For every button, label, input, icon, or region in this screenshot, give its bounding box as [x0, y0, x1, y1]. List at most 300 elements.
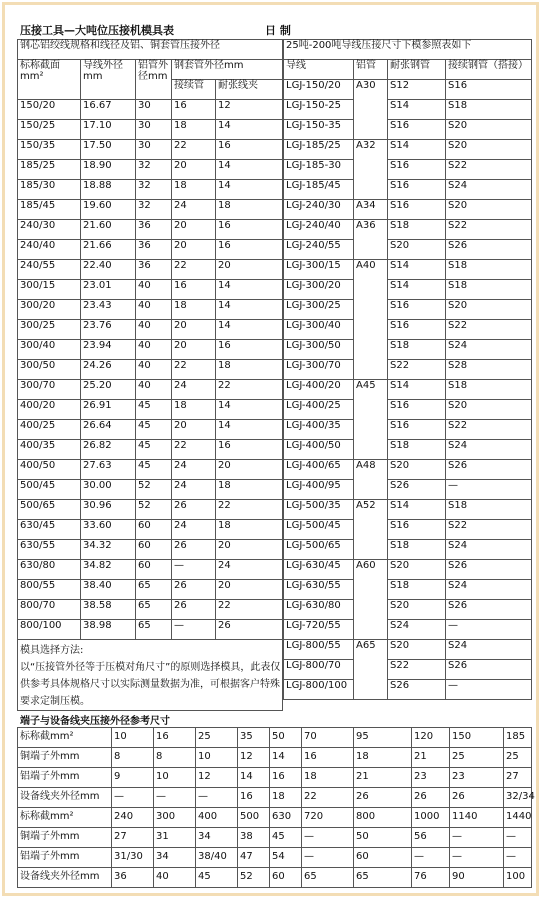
table-row	[18, 560, 283, 580]
wire-cell: LGJ-150-35	[284, 120, 354, 140]
table-row	[18, 540, 283, 560]
size-cell: 14	[270, 748, 302, 768]
size-cell: 22	[302, 788, 354, 808]
col-header-wire: 导线	[284, 60, 354, 80]
size-cell: —	[196, 788, 238, 808]
table-row	[18, 848, 532, 868]
terminal-size-table	[17, 727, 535, 888]
spec-cell: 24	[172, 200, 216, 220]
size-cell: 720	[302, 808, 354, 828]
size-cell: 27	[504, 768, 532, 788]
wire-cell: LGJ-300/70	[284, 360, 354, 380]
note-title: 模具选择方法:	[20, 645, 84, 656]
size-cell: —	[302, 828, 354, 848]
col-header-al: 铝管	[354, 60, 388, 80]
row-label-cell: 铜端子外mm	[18, 748, 112, 768]
table-row	[18, 520, 283, 540]
spec-cell: 18	[172, 400, 216, 420]
spec-cell: 630/80	[18, 560, 81, 580]
tension-cell: S14	[388, 140, 446, 160]
size-cell: 25	[504, 748, 532, 768]
spec-cell: 40	[136, 360, 172, 380]
table-row	[18, 180, 283, 200]
size-cell: 23	[450, 768, 504, 788]
table-row	[284, 660, 532, 680]
joint-cell: S20	[446, 300, 532, 320]
wire-cell: LGJ-150/20	[284, 80, 354, 100]
spec-cell: 400/35	[18, 440, 81, 460]
size-cell: 10	[154, 768, 196, 788]
tension-cell: S14	[388, 380, 446, 400]
wire-cell: LGJ-630/80	[284, 600, 354, 620]
tension-cell: S20	[388, 460, 446, 480]
page-title	[20, 22, 291, 38]
table-row	[18, 828, 532, 848]
wire-cell: LGJ-630/55	[284, 580, 354, 600]
spec-cell: —	[172, 560, 216, 580]
al-tube-cell: A36	[354, 220, 388, 260]
spec-cell: 40	[136, 380, 172, 400]
joint-cell: S26	[446, 560, 532, 580]
tension-cell: S16	[388, 200, 446, 220]
size-cell: 21	[412, 748, 450, 768]
joint-cell: S22	[446, 520, 532, 540]
spec-cell: 14	[216, 120, 283, 140]
tension-cell: S14	[388, 500, 446, 520]
table-row	[284, 540, 532, 560]
spec-cell: 20	[172, 240, 216, 260]
size-cell: 26	[450, 788, 504, 808]
joint-cell: S24	[446, 340, 532, 360]
table-row	[284, 620, 532, 640]
size-cell: 240	[112, 808, 154, 828]
table-row	[18, 360, 283, 380]
joint-cell: S18	[446, 280, 532, 300]
tension-cell: S16	[388, 160, 446, 180]
size-cell: 38	[238, 828, 270, 848]
wire-cell: LGJ-800/70	[284, 660, 354, 680]
table-row	[284, 400, 532, 420]
tension-cell: S24	[388, 620, 446, 640]
wire-cell: LGJ-800/55	[284, 640, 354, 660]
table-row	[18, 788, 532, 808]
table-row	[18, 500, 283, 520]
spec-cell: 26	[172, 500, 216, 520]
joint-cell: —	[446, 480, 532, 500]
table-row	[284, 220, 532, 240]
size-cell: 16	[154, 728, 196, 748]
spec-cell: 150/35	[18, 140, 81, 160]
joint-cell: S22	[446, 320, 532, 340]
spec-cell: 45	[136, 440, 172, 460]
size-cell: 23	[412, 768, 450, 788]
table-row	[284, 320, 532, 340]
table-row	[18, 728, 532, 748]
spec-cell: 22	[216, 600, 283, 620]
table-row	[18, 808, 532, 828]
table-row	[284, 300, 532, 320]
size-cell: 50	[354, 828, 412, 848]
tension-cell: S18	[388, 440, 446, 460]
spec-cell: 30.96	[81, 500, 136, 520]
spec-cell: 27.63	[81, 460, 136, 480]
tension-cell: S22	[388, 360, 446, 380]
size-cell: 18	[354, 748, 412, 768]
spec-cell: 22	[172, 260, 216, 280]
joint-cell: S24	[446, 640, 532, 660]
col-header-tension-steel: 耐张钢管	[388, 60, 446, 80]
table-row	[18, 600, 283, 620]
size-cell: 32/34	[504, 788, 532, 808]
spec-cell: 14	[216, 160, 283, 180]
al-tube-cell: A48	[354, 460, 388, 500]
wire-cell: LGJ-240/30	[284, 200, 354, 220]
al-tube-cell: A32	[354, 140, 388, 200]
spec-cell: 22	[172, 440, 216, 460]
joint-cell: S20	[446, 140, 532, 160]
size-cell: 300	[154, 808, 196, 828]
joint-cell: S26	[446, 240, 532, 260]
spec-cell: 400/20	[18, 400, 81, 420]
spec-cell: 22	[172, 360, 216, 380]
spec-cell: 33.60	[81, 520, 136, 540]
spec-cell: 16	[172, 100, 216, 120]
size-cell: 26	[412, 788, 450, 808]
wire-cell: LGJ-240/55	[284, 240, 354, 260]
spec-cell: 25.20	[81, 380, 136, 400]
table-row	[284, 520, 532, 540]
size-cell: 60	[270, 868, 302, 888]
table-row	[284, 100, 532, 120]
joint-cell: S18	[446, 260, 532, 280]
tension-cell: S18	[388, 580, 446, 600]
spec-cell: 23.94	[81, 340, 136, 360]
table-row	[284, 420, 532, 440]
title-right-text: 日 制	[265, 24, 291, 37]
die-reference-table	[283, 39, 532, 700]
spec-cell: 40	[136, 300, 172, 320]
spec-cell: 14	[216, 400, 283, 420]
spec-cell: 30.00	[81, 480, 136, 500]
al-tube-cell: A30	[354, 80, 388, 140]
spec-cell: 26	[216, 620, 283, 640]
spec-cell: 30	[136, 140, 172, 160]
spec-cell: 22.40	[81, 260, 136, 280]
spec-cell: 18	[216, 200, 283, 220]
spec-cell: 630/55	[18, 540, 81, 560]
size-cell: 9	[112, 768, 154, 788]
table-row	[18, 100, 283, 120]
spec-cell: 300/25	[18, 320, 81, 340]
size-cell: 31/30	[112, 848, 154, 868]
size-cell: 56	[412, 828, 450, 848]
spec-cell: 26.91	[81, 400, 136, 420]
tension-cell: S18	[388, 340, 446, 360]
size-cell: 18	[270, 788, 302, 808]
spec-cell: 60	[136, 560, 172, 580]
table-row	[284, 260, 532, 280]
size-cell: 90	[450, 868, 504, 888]
al-tube-cell: A40	[354, 260, 388, 380]
spec-cell: 45	[136, 400, 172, 420]
size-cell: 70	[302, 728, 354, 748]
col-header-tension: 耐张线夹	[216, 80, 283, 100]
spec-cell: 18.88	[81, 180, 136, 200]
table-row	[18, 400, 283, 420]
spec-cell: 20	[172, 160, 216, 180]
spec-cell: 300/15	[18, 280, 81, 300]
spec-cell: 150/25	[18, 120, 81, 140]
spec-cell: 400/50	[18, 460, 81, 480]
spec-cell: 21.66	[81, 240, 136, 260]
spec-cell: 52	[136, 480, 172, 500]
spec-cell: 32	[136, 180, 172, 200]
size-cell: 45	[196, 868, 238, 888]
table-row	[18, 320, 283, 340]
joint-cell: S26	[446, 460, 532, 480]
col-header-outer: 导线外径mm	[81, 60, 136, 100]
table-row	[284, 440, 532, 460]
size-cell: —	[450, 828, 504, 848]
tension-cell: S26	[388, 680, 446, 700]
title-text: 压接工具—大吨位压接机模具表	[20, 24, 174, 37]
al-tube-cell: A34	[354, 200, 388, 220]
spec-cell: 18	[172, 180, 216, 200]
spec-cell: 800/55	[18, 580, 81, 600]
wire-cell: LGJ-185/45	[284, 180, 354, 200]
size-cell: 65	[354, 868, 412, 888]
spec-cell: 30	[136, 120, 172, 140]
tension-cell: S26	[388, 480, 446, 500]
left-table-caption: 钢芯铝绞线规格和线径及铝、铜套管压接外径	[18, 40, 283, 60]
table-row	[284, 340, 532, 360]
spec-cell: 21.60	[81, 220, 136, 240]
table-row	[18, 240, 283, 260]
spec-cell: 26	[172, 600, 216, 620]
table-row	[18, 868, 532, 888]
table-row	[18, 380, 283, 400]
spec-cell: 36	[136, 240, 172, 260]
spec-cell: 38.40	[81, 580, 136, 600]
joint-cell: —	[446, 620, 532, 640]
joint-cell: S26	[446, 660, 532, 680]
spec-cell: 17.50	[81, 140, 136, 160]
spec-cell: 18	[172, 300, 216, 320]
al-tube-cell: A52	[354, 500, 388, 560]
wire-cell: LGJ-500/65	[284, 540, 354, 560]
size-cell: 95	[354, 728, 412, 748]
cable-spec-table	[17, 39, 283, 711]
table-row	[284, 460, 532, 480]
spec-cell: 17.10	[81, 120, 136, 140]
joint-cell: S22	[446, 220, 532, 240]
table-row	[18, 620, 283, 640]
table-row	[18, 120, 283, 140]
tension-cell: S14	[388, 260, 446, 280]
row-label-cell: 铝端子外mm	[18, 768, 112, 788]
table-row	[284, 80, 532, 100]
spec-cell: 26	[172, 580, 216, 600]
tension-cell: S22	[388, 660, 446, 680]
table-row	[284, 280, 532, 300]
wire-cell: LGJ-185-30	[284, 160, 354, 180]
size-cell: 21	[354, 768, 412, 788]
spec-cell: 26.64	[81, 420, 136, 440]
size-cell: 12	[196, 768, 238, 788]
joint-cell: S18	[446, 500, 532, 520]
size-cell: 25	[196, 728, 238, 748]
wire-cell: LGJ-300/15	[284, 260, 354, 280]
table-row	[18, 340, 283, 360]
table-row	[18, 480, 283, 500]
spec-cell: 24	[172, 460, 216, 480]
table-row	[18, 280, 283, 300]
size-cell: —	[504, 848, 532, 868]
al-tube-cell: A45	[354, 380, 388, 460]
wire-cell: LGJ-185/25	[284, 140, 354, 160]
table-row	[18, 580, 283, 600]
tension-cell: S20	[388, 240, 446, 260]
wire-cell: LGJ-400/50	[284, 440, 354, 460]
col-header-al-tube: 铝管外径mm	[136, 60, 172, 100]
size-cell: 150	[450, 728, 504, 748]
size-cell: 52	[238, 868, 270, 888]
spec-cell: 16	[216, 440, 283, 460]
spec-cell: 500/45	[18, 480, 81, 500]
joint-cell: S28	[446, 360, 532, 380]
size-cell: 54	[270, 848, 302, 868]
table-row	[18, 748, 532, 768]
table-row	[284, 380, 532, 400]
spec-cell: 240/30	[18, 220, 81, 240]
spec-cell: 30	[136, 100, 172, 120]
size-cell: —	[302, 848, 354, 868]
size-cell: —	[450, 848, 504, 868]
note-cell	[18, 640, 283, 711]
spec-cell: 300/50	[18, 360, 81, 380]
spec-cell: 19.60	[81, 200, 136, 220]
spec-cell: 16	[216, 220, 283, 240]
spec-cell: 12	[216, 100, 283, 120]
size-cell: 36	[112, 868, 154, 888]
col-header-joint-steel: 接续钢管（搭接）	[446, 60, 532, 80]
spec-cell: 20	[216, 540, 283, 560]
table-row	[284, 160, 532, 180]
spec-cell: 400/25	[18, 420, 81, 440]
spec-cell: 16	[216, 140, 283, 160]
tension-cell: S12	[388, 80, 446, 100]
row-label-cell: 设备线夹外径mm	[18, 868, 112, 888]
terminal-section-title: 端子与设备线夹压接外径参考尺寸	[20, 716, 170, 727]
size-cell: 185	[504, 728, 532, 748]
spec-cell: 18	[216, 360, 283, 380]
size-cell: 10	[196, 748, 238, 768]
wire-cell: LGJ-400/25	[284, 400, 354, 420]
spec-cell: 14	[216, 180, 283, 200]
joint-cell: S24	[446, 580, 532, 600]
table-row	[284, 640, 532, 660]
wire-cell: LGJ-300/40	[284, 320, 354, 340]
wire-cell: LGJ-720/55	[284, 620, 354, 640]
size-cell: —	[154, 788, 196, 808]
spec-cell: 185/30	[18, 180, 81, 200]
spec-cell: 24	[172, 380, 216, 400]
joint-cell: S20	[446, 120, 532, 140]
wire-cell: LGJ-500/45	[284, 520, 354, 540]
table-row	[18, 768, 532, 788]
spec-cell: 300/70	[18, 380, 81, 400]
tension-cell: S16	[388, 420, 446, 440]
wire-cell: LGJ-300/50	[284, 340, 354, 360]
col-header-spec: 标称截面mm²	[18, 60, 81, 100]
table-row	[284, 500, 532, 520]
spec-cell: 45	[136, 460, 172, 480]
spec-cell: 24	[172, 520, 216, 540]
size-cell: 50	[270, 728, 302, 748]
size-cell: 12	[238, 748, 270, 768]
row-label-cell: 铝端子外mm	[18, 848, 112, 868]
tension-cell: S14	[388, 100, 446, 120]
table-row	[284, 200, 532, 220]
spec-cell: 32	[136, 160, 172, 180]
spec-cell: 16	[172, 280, 216, 300]
tension-cell: S16	[388, 520, 446, 540]
col-header-joint: 接续管	[172, 80, 216, 100]
size-cell: 35	[238, 728, 270, 748]
joint-cell: S20	[446, 200, 532, 220]
spec-cell: 14	[216, 280, 283, 300]
joint-cell: S18	[446, 100, 532, 120]
spec-cell: 20	[216, 460, 283, 480]
al-tube-cell: A60	[354, 560, 388, 640]
size-cell: 1140	[450, 808, 504, 828]
wire-cell: LGJ-300/20	[284, 280, 354, 300]
joint-cell: S22	[446, 160, 532, 180]
spec-cell: 14	[216, 300, 283, 320]
spec-cell: 18	[216, 520, 283, 540]
spec-cell: 34.32	[81, 540, 136, 560]
size-cell: 34	[154, 848, 196, 868]
joint-cell: S24	[446, 440, 532, 460]
spec-cell: 65	[136, 600, 172, 620]
spec-cell: 24.26	[81, 360, 136, 380]
table-row	[18, 140, 283, 160]
size-cell: 16	[270, 768, 302, 788]
joint-cell: S22	[446, 420, 532, 440]
tension-cell: S20	[388, 600, 446, 620]
spec-cell: 52	[136, 500, 172, 520]
size-cell: 400	[196, 808, 238, 828]
wire-cell: LGJ-240/40	[284, 220, 354, 240]
spec-cell: 20	[216, 580, 283, 600]
spec-cell: 22	[216, 380, 283, 400]
tension-cell: S14	[388, 280, 446, 300]
spec-cell: 185/25	[18, 160, 81, 180]
tension-cell: S18	[388, 220, 446, 240]
table-row	[284, 360, 532, 380]
size-cell: 76	[412, 868, 450, 888]
spec-cell: 800/100	[18, 620, 81, 640]
table-row	[284, 580, 532, 600]
spec-cell: 300/20	[18, 300, 81, 320]
size-cell: 1440	[504, 808, 532, 828]
table-row	[18, 260, 283, 280]
joint-cell: S18	[446, 380, 532, 400]
spec-cell: 65	[136, 620, 172, 640]
spec-cell: 22	[216, 500, 283, 520]
table-row	[284, 120, 532, 140]
spec-cell: 16.67	[81, 100, 136, 120]
